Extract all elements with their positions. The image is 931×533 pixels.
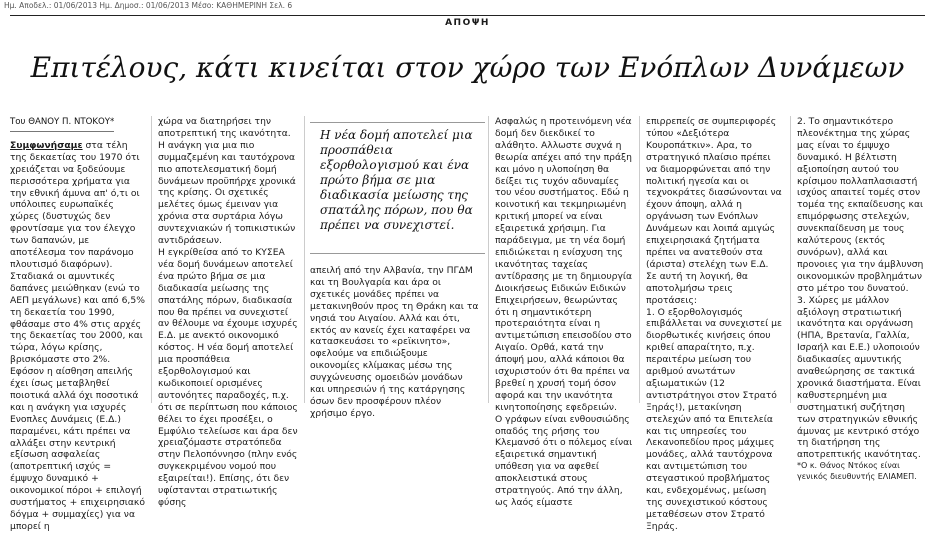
column-5-text: επιρρεπείς σε συμπεριφορές τύπου «Δεξιότερα Κουροπάτκιν». Αρα, το στρατηγικό πλαίσιο πρέπει να διαμορφώνεται από την πολιτική ηγεσία και οι τεχνοκράτες διασώνονται να έχουν άποψη, αλλά η οργάνωση των Ενόπλων Δυνάμεων και λοιπά αμιγώς επιχειρησιακά ζητήματα πρέπει να ανατεθούν στα (άριστα) στελέχη των Ε.Δ. Σε αυτή τη λογική, θα αποτολμήσω τρεις προτάσεις: 1. Ο εξορθολογισμός επιβάλλεται να συνεχιστεί με διορθωτικές κινήσεις όπου κριθεί απαραίτητο, π.χ. περαιτέρω μείωση του αριθμού ανωτάτων αξιωματικών (12 αντιστράτηγοι στον Στρατό Ξηράς!), μετακίνηση στελεχών από τα Επιτελεία και τις υπηρεσίες του Λεκανοπεδίου προς μάχιμες μονάδες, αλλά ταυτόχρονα και αντιμετώπιση του στεγαστικού προβλήματος και, ενδεχομένως, μείωση της συνεχιστικού κόστους μεταθέσεων στον Στρατό Ξηράς. <box>646 116 782 532</box>
byline: Του ΘΑΝΟΥ Π. ΝΤΟΚΟΥ* <box>10 117 114 132</box>
section-label: ΑΠΟΨΗ <box>439 18 496 28</box>
author-note: *Ο κ. Θάνος Ντόκος είναι γενικός διευθυντής ΕΛΙΑΜΕΠ. <box>797 461 917 481</box>
column-divider <box>790 116 791 403</box>
column-2 <box>158 116 298 509</box>
column-1-text <box>10 140 145 533</box>
pull-quote-rule-top <box>310 122 485 123</box>
pull-quote: Η νέα δομή αποτελεί μια προσπάθεια εξορθολογισμού και ένα πρώτο βήμα σε μια διαδικασία μείωσης της σπατάλης πόρων, που θα πρέπει να συνεχιστεί. <box>320 128 473 232</box>
lead-word: Συμφωνήσαμε <box>10 139 83 151</box>
pull-quote-rule-bottom <box>310 253 485 254</box>
column-6-text: 2. Το σημαντικότερο πλεονέκτημα της χώρας μας είναι το έμψυχο δυναμικό. Η βέλτιστη αξιοποίηση αυτού του κρίσιμου πολλαπλασιαστή ισχύος απαιτεί τομές στον τομέα της εκπαίδευσης και επιμόρφωσης στελεχών, συνεκπαίδευση με τους καλύτερους (εκτός συνόρων), αλλά και προνοιες για την άμβλυνση οικονομικών προβλημάτων στο μέτρο του δυνατού. 3. Χώρες με μάλλον αξιόλογη στρατιωτική ικανότητα και οργάνωση (ΗΠΑ, Βρετανία, Γαλλία, Ισραήλ και Ε.Ε.) υλοποιούν διαδικασίες αμυντικής αναθεώρησης σε τακτικά χρονικά διαστήματα. Είναι καθυστερημένη μια συστηματική συζήτηση των στρατηγικών εθνικής άμυνας με κεντρικό στόχο τη διατήρηση της αποτρεπτικής ικανότητας. <box>797 116 924 461</box>
column-5 <box>646 116 784 533</box>
column-6 <box>797 116 925 482</box>
column-divider <box>151 116 152 403</box>
column-divider <box>304 116 305 403</box>
headline: Επιτέλους, κάτι κινείται στον χώρο των Ενόπλων Δυνάμεων <box>30 51 905 84</box>
column-4-text: Ασφαλώς η προτεινόμενη νέα δομή δεν διεκδικεί το αλάθητο. Αλλωστε συχνά η θεωρία απέχει από την πράξη και μόνο η υλοποίηση θα δείξει τις τυχόν αδυναμίες του νέου συστήματος. Εδώ η κοινοτική και τεκμηριωμένη κριτική μπορεί να είναι εξαιρετικά χρήσιμη. Για παράδειγμα, με τη νέα δομή επιδιώκεται η ενίσχυση της ικανότητας ταχείας αντίδρασης με τη δημιουργία Διοικήσεως Ειδικών Ειδικών Επιχειρήσεων, θεωρώντας ότι η σημαντικότερη προτεραιότητα είναι η αντιμετώπιση επεισοδίου στο Αιγαίο. Ορθά, κατά την άποψή μου, αλλά κάποιοι θα ισχυριστούν ότι θα πρέπει να βρεθεί η χρυσή τομή όσον αφορά και την ικανότητα κινητοποίησης εφεδρειών. Ο γράφων είναι ενθουσιώδης οπαδός της ρήσης του Κλεμανσό ότι ο πόλεμος είναι εξαιρετικά σημαντική υπόθεση για να αφεθεί αποκλειστικά στους στρατηγούς. Από την άλλη, ως λαός είμαστε <box>495 116 633 508</box>
column-4 <box>495 116 633 509</box>
column-2-text: χώρα να διατηρήσει την αποτρεπτική της ικανότητα. Η ανάγκη για μια πιο συμμαζεμένη και ταυτόχρονα πιο αποτελεσματική δομή δυνάμεων προϋπήρχε χρονικά της κρίσης. Οι σχετικές μελέτες όμως έμειναν για χρόνια στα συρτάρια λόγω συντεχνιακών ή τοπικιστικών αντιδράσεων. Η εγκρίθείσα από το ΚΥΣΕΑ νέα δομή δυνάμεων αποτελεί ένα πρώτο βήμα σε μια διαδικασία μείωσης της σπατάλης πόρων, διαδικασία που θα πρέπει να συνεχιστεί αν θέλουμε να έχουμε ισχυρές Ε.Δ. με ανεκτό οικονομικό κόστος. Η νέα δομή αποτελεί μια προσπάθεια εξορθολογισμού και κωδικοποιεί ορισμένες αυτονόητες παραδοχές, π.χ. ότι σε περίπτωση που κάποιος θέλει το έχει προσέξει, ο Εμφύλιο τελείωσε και άρα δεν χρειαζόμαστε στρατόπεδα στην Πελοπόννησο (πλην ενός συγκεκριμένου νομού που εξαιρείται!). Επίσης, ότι δεν υφίστανται στρατιωτικής φύσης <box>158 116 298 508</box>
column-1 <box>10 116 145 533</box>
clipping-metadata: Ημ. Αποδελ.: 01/06/2013 Ημ. Δημοσ.: 01/06/2013 Μέσο: ΚΑΘΗΜΕΡΙΝΗ Σελ. 6 <box>4 1 293 10</box>
column-1-body: στα τέλη της δεκαετίας του 1970 ότι χρειάζεται να ξοδεύουμε περισσότερα χρήματα για την εθνική άμυνα απ' ό,τι οι υπόλοιπες ευρωπαϊκές χώρες (δυστυχώς δεν φροντίσαμε για τον έλεγχο των δαπανών, με αποτέλεσμα τον παράνομο πλουτισμό διαφόρων). Σταδιακά οι αμυντικές δαπάνες μειώθηκαν (ενώ το ΑΕΠ μεγάλωνε) και από 6,5% τη δεκαετία του 1990, φθάσαμε στο 4% στις αρχές της δεκαετίας του 2000, και τώρα, λόγω κρίσης, βρισκόμαστε στο 2%. Εφόσον η αίσθηση απειλής έχει ίσως μεταβληθεί ποιοτικά αλλά όχι ποσοτικά και η ανάγκη για ισχυρές Ενοπλες Δυνάμεις (Ε.Δ.) παραμένει, κάτι πρέπει να αλλάξει στην κεντρική εξίσωση ασφαλείας (αποτρεπτική ισχύς = έμψυχο δυναμικό + οικονομικοί πόροι + επιλογή συστήματος + επιχειρησιακό δόγμα + συμμαχίες) για να μπορεί η <box>10 139 145 532</box>
column-3-text: απειλή από την Αλβανία, την ΠΓΔΜ και τη Βουλγαρία και άρα οι σχετικές μονάδες πρέπει να μετακινηθούν προς τη Θράκη και τα νησιά του Αιγαίου. Αλλά και ότι, εκτός αν κανείς έχει καταφέρει να κατασκευάσει το «ρεϊκινητο», οφελούμε να επιδιώξουμε οικονομίες κλίμακας μέσω της συγχώνευσης ομοειδών μονάδων και υπηρεσιών ή της κατάργησης όσων δεν προσφέρουν πλέον χρήσιμο έργο. <box>310 265 479 419</box>
column-divider <box>488 116 489 403</box>
section-header <box>10 15 925 32</box>
article-clipping <box>10 15 925 532</box>
column-3 <box>310 265 480 420</box>
column-divider <box>639 116 640 403</box>
